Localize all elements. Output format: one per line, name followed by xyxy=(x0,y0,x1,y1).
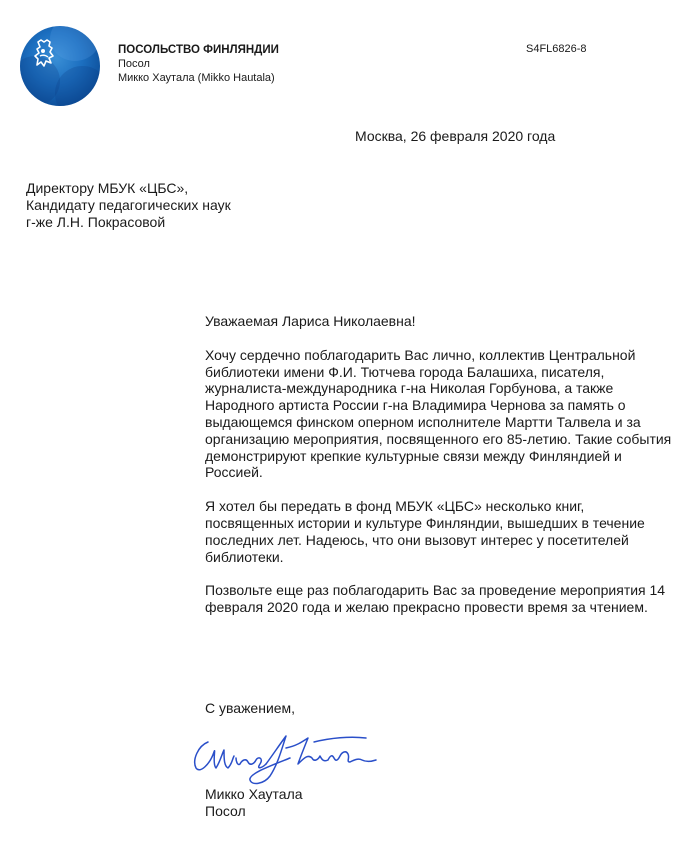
body-paragraph: Я хотел бы передать в фонд МБУК «ЦБС» несколько книг, посвященных истории и культуре Финляндии, вышедших в течение последних лет. Надеюсь, что они вызовут интерес у посетителей библиотеки. xyxy=(205,498,645,565)
body-paragraph: Хочу сердечно поблагодарить Вас лично, коллектив Центральной библиотеки имени Ф.И. Тютчева города Балашиха, писателя, журналиста-международника г-на Николая Горбунова, а также Народного артиста России г-на Владимира Чернова за память о выдающемся финском оперном исполнителе Мартти Талвела и за организацию мероприятия, посвященного его 85-летию. Такие события демонстрируют крепкие культурные связи между Финляндией и Россией. xyxy=(205,346,672,481)
letterhead xyxy=(118,43,279,85)
sender-position: Посол xyxy=(118,58,150,70)
addressee-line: Кандидату педагогических наук xyxy=(26,197,231,213)
reference-number: S4FL6826-8 xyxy=(526,43,587,55)
signer-title: Посол xyxy=(205,803,246,819)
closing: С уважением, xyxy=(205,700,296,716)
date-line: Москва, 26 февраля 2020 года xyxy=(355,128,556,144)
sender-name: Микко Хаутала (Mikko Hautala) xyxy=(118,72,275,84)
signer-name: Микко Хаутала xyxy=(205,786,303,802)
embassy-logo xyxy=(20,26,100,106)
addressee-block xyxy=(26,180,231,231)
organization-name: ПОСОЛЬСТВО ФИНЛЯНДИИ xyxy=(118,44,279,56)
finland-lion-emblem-icon xyxy=(32,38,58,70)
handwritten-signature xyxy=(190,728,390,788)
body-paragraph: Позвольте еще раз поблагодарить Вас за проведение мероприятия 14 февраля 2020 года и желаю прекрасно провести время за чтением. xyxy=(205,582,666,616)
greeting: Уважаемая Лариса Николаевна! xyxy=(205,313,416,329)
signer-block xyxy=(205,786,303,820)
logo-shade xyxy=(55,66,100,106)
letter-body xyxy=(205,313,675,633)
addressee-line: г-же Л.Н. Покрасовой xyxy=(26,214,166,230)
addressee-line: Директору МБУК «ЦБС», xyxy=(26,180,189,196)
